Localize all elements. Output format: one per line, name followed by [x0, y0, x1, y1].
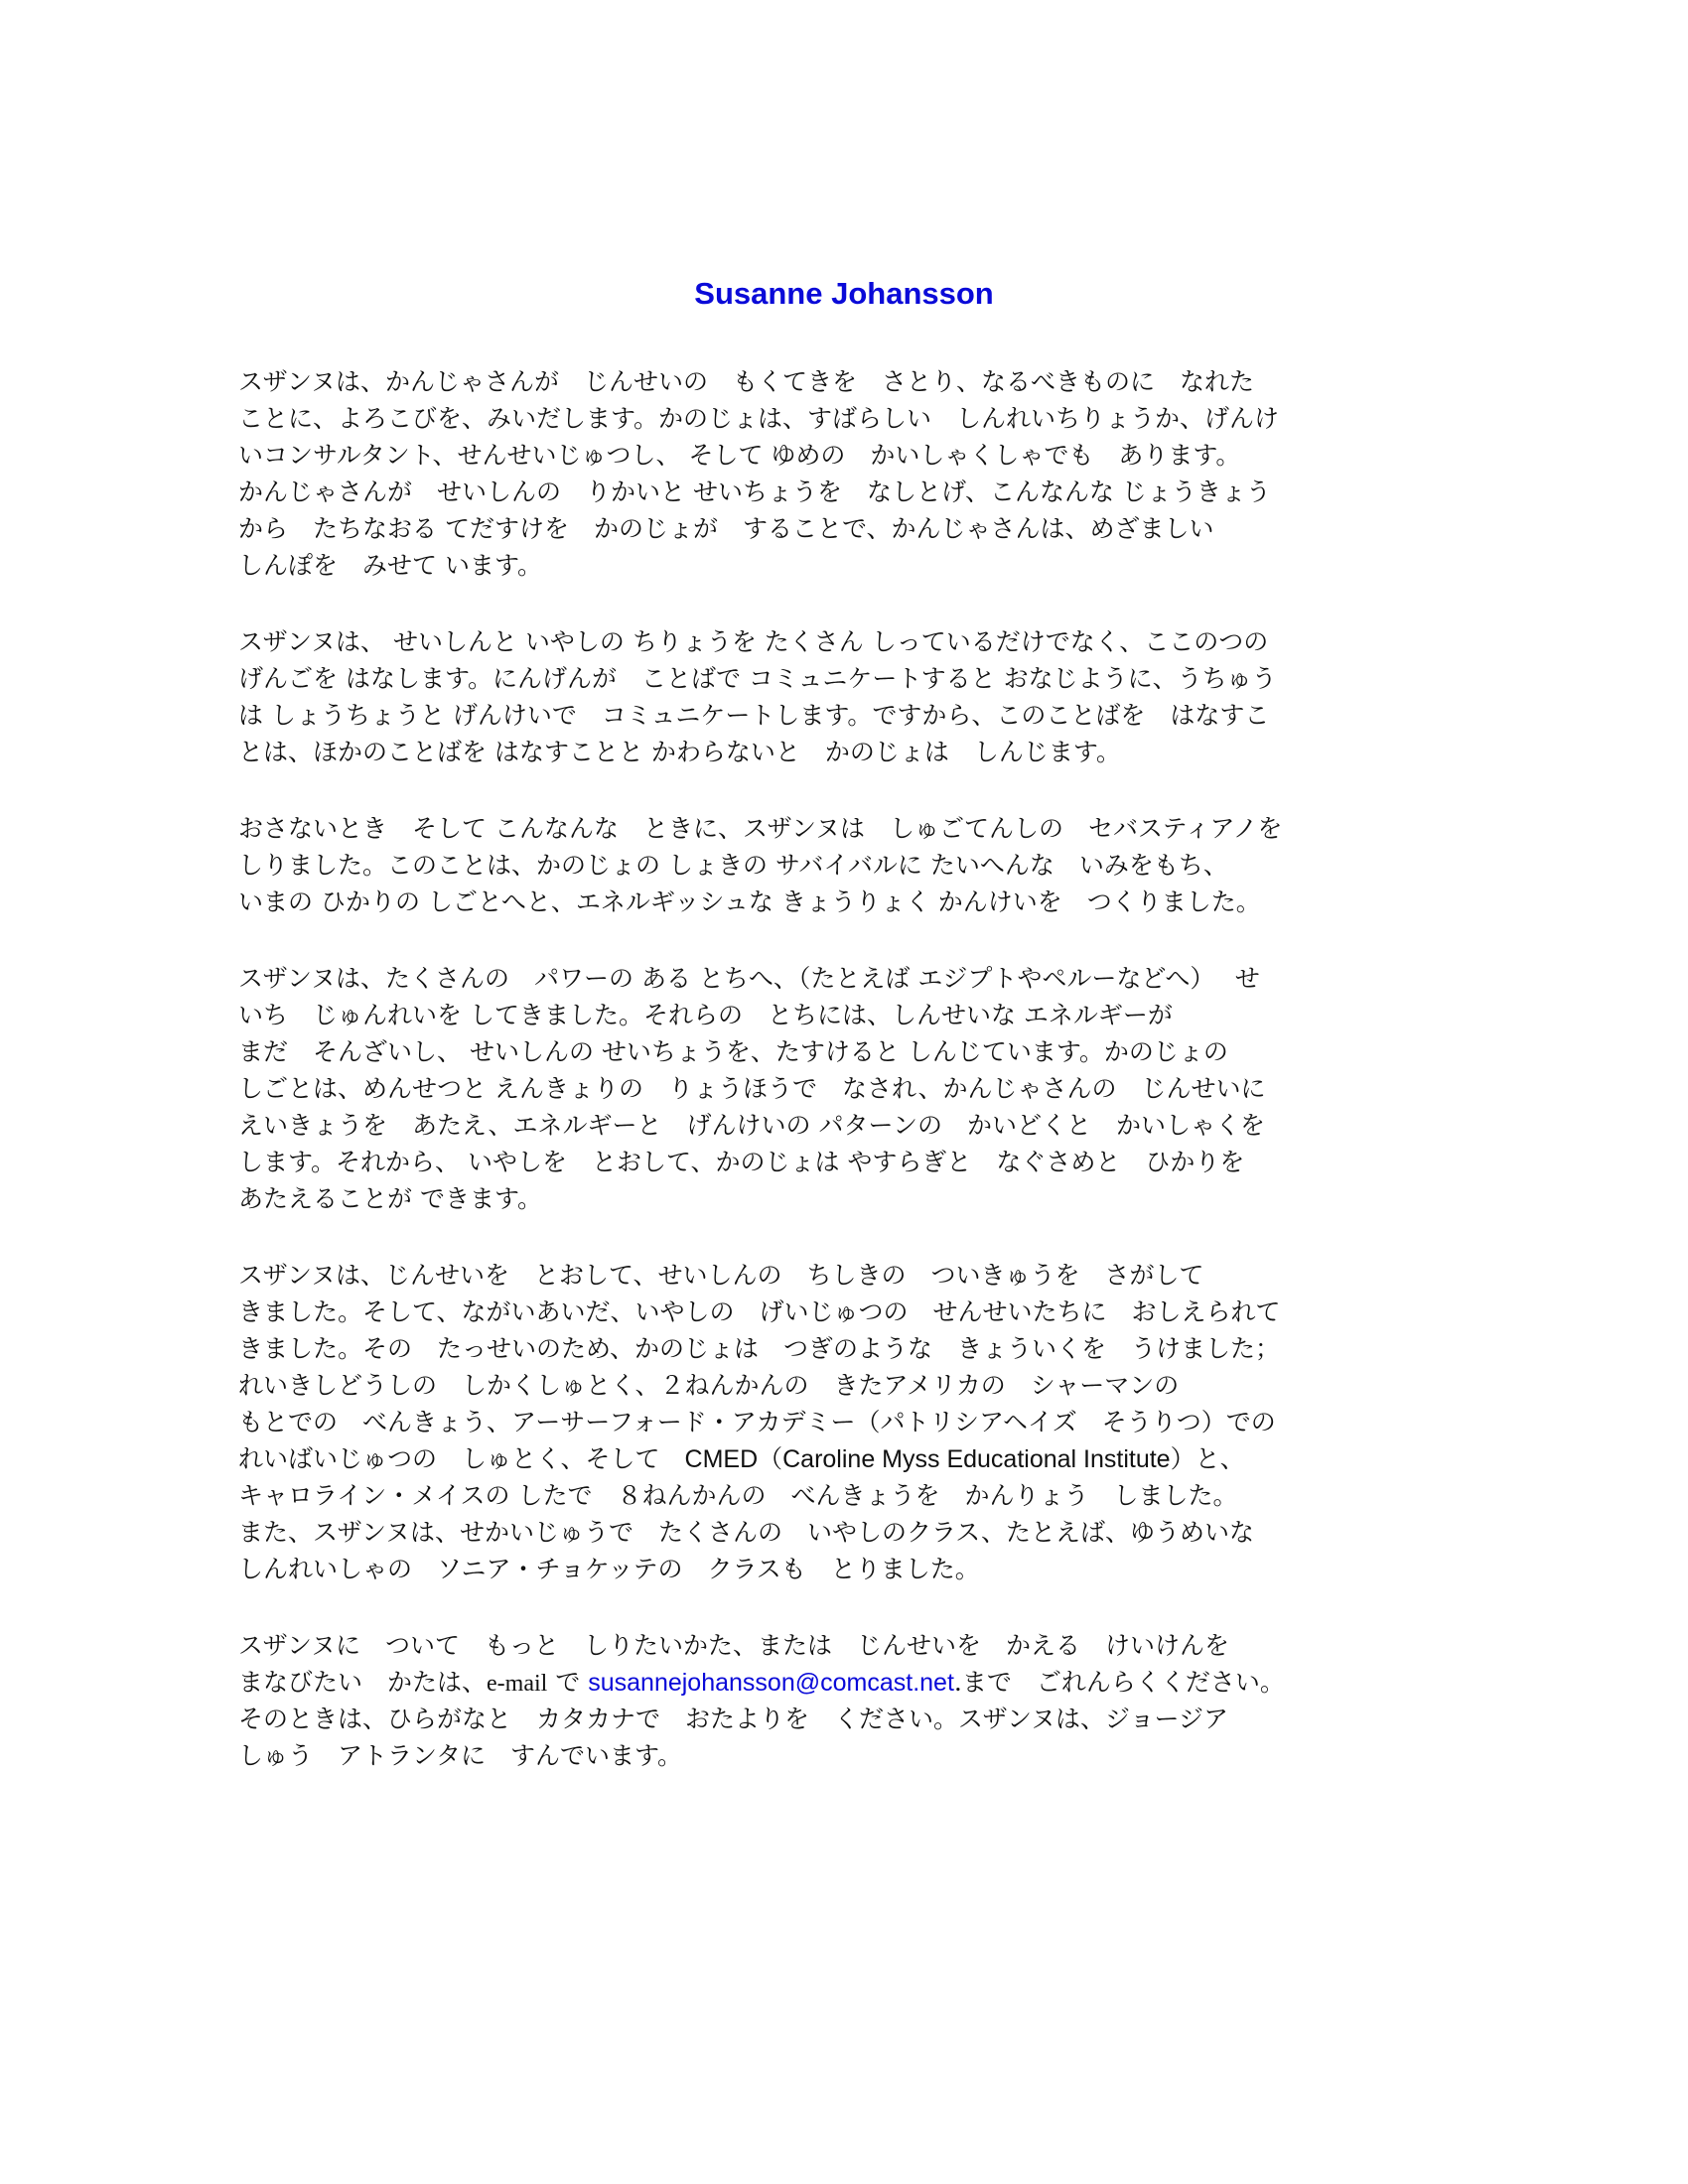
paragraph-guardian-angel [238, 810, 1489, 920]
contact-line-mid: で [547, 1668, 589, 1697]
paragraph-languages [238, 623, 1489, 770]
cmed-line-suffix: と、 [1195, 1444, 1245, 1473]
text-line-cmed [238, 1440, 1489, 1477]
text-line: えいきょうを あたえ、エネルギーと げんけいの パターンの かいどくと かいしゃくを [238, 1111, 1265, 1140]
text-line: しゅう アトランタに すんでいます。 [238, 1741, 683, 1770]
text-line: いコンサルタント、せんせいじゅつし、 そして ゆめの かいしゃくしゃでも あります。 [238, 441, 1241, 470]
text-line-email [238, 1664, 1489, 1701]
contact-line-prefix: まなびたい かたは、 [238, 1668, 488, 1697]
cmed-line-prefix: れいばいじゅつの しゅとく、そして [238, 1444, 685, 1473]
text-line: スザンヌに ついて もっと しりたいかた、または じんせいを かえる けいけんを [238, 1631, 1230, 1660]
text-line: から たちなおる てだすけを かのじょが することで、かんじゃさんは、めざましい [238, 514, 1214, 543]
text-line: は しょうちょうと げんけいで コミュニケートします。ですから、このことばを はなすこ [238, 701, 1270, 730]
paragraph-introduction [238, 363, 1489, 584]
cmed-institute-name: CMED（Caroline Myss Educational Institute） [684, 1445, 1196, 1473]
text-line: きました。その たっせいのため、かのじょは つぎのような きょういくを うけました； [238, 1334, 1281, 1363]
text-line: とは、ほかのことばを はなすことと かわらないと かのじょは しんじます。 [238, 738, 1121, 766]
text-line: まだ そんざいし、 せいしんの せいちょうを、たすけると しんじています。かのじょの [238, 1037, 1228, 1066]
text-line: スザンヌは、じんせいを とおして、せいしんの ちしきの ついきゅうを さがして [238, 1261, 1204, 1290]
text-line: きました。そして、ながいあいだ、いやしの げいじゅつの せんせいたちに おしえられて [238, 1297, 1281, 1326]
text-line: また、スザンヌは、せかいじゅうで たくさんの いやしのクラス、たとえば、ゆうめいな [238, 1518, 1255, 1547]
paragraph-education [238, 1257, 1489, 1587]
text-line: しんれいしゃの ソニア・チョケッテの クラスも とりました。 [238, 1555, 980, 1583]
text-line: かんじゃさんが せいしんの りかいと せいちょうを なしとげ、こんなんな じょうきょう [238, 478, 1271, 506]
text-line: あたえることが できます。 [238, 1184, 542, 1213]
text-line: します。それから、 いやしを とおして、かのじょは やすらぎと なぐさめと ひかりを [238, 1148, 1245, 1176]
text-line: しごとは、めんせつと えんきょりの りょうほうで なされ、かんじゃさんの じんせいに [238, 1074, 1266, 1103]
text-line: キャロライン・メイスの したで ８ねんかんの べんきょうを かんりょう しました。 [238, 1481, 1238, 1510]
text-line: いち じゅんれいを してきました。それらの とちには、しんせいな エネルギーが [238, 1001, 1173, 1029]
paragraph-pilgrimages [238, 960, 1489, 1217]
text-line: そのときは、ひらがなと カタカナで おたよりを ください。スザンヌは、ジョージア [238, 1705, 1229, 1733]
text-line: いまの ひかりの しごとへと、エネルギッシュな きょうりょく かんけいを つくりました。 [238, 887, 1261, 916]
text-line: げんごを はなします。にんげんが ことばで コミュニケートすると おなじように、うちゅう [238, 664, 1277, 693]
text-line: もとでの べんきょう、アーサーフォード・アカデミー（パトリシアヘイズ そうりつ）での [238, 1408, 1276, 1436]
contact-line-suffix: .まで ごれんらくください。 [953, 1668, 1285, 1697]
paragraph-contact [238, 1627, 1489, 1774]
text-line: しんぽを みせて います。 [238, 551, 542, 580]
text-line: スザンヌは、 せいしんと いやしの ちりょうを たくさん しっているだけでなく、ここのつの [238, 627, 1269, 656]
text-line: ことに、よろこびを、みいだします。かのじょは、すばらしい しんれいちりょうか、げんけ [238, 404, 1280, 433]
text-line: しりました。このことは、かのじょの しょきの サバイバルに たいへんな いみをもち、 [238, 851, 1228, 880]
text-line: れいきしどうしの しかくしゅとく、２ねんかんの きたアメリカの シャーマンの [238, 1371, 1180, 1400]
email-link[interactable]: susannejohansson@comcast.net [588, 1669, 954, 1697]
document-body [238, 363, 1489, 1814]
text-line: スザンヌは、かんじゃさんが じんせいの もくてきを さとり、なるべきものに なれた [238, 367, 1255, 396]
email-label: e-mail [487, 1671, 548, 1697]
document-title: Susanne Johansson [694, 276, 994, 311]
text-line: おさないとき そして こんなんな ときに、スザンヌは しゅごてんしの セバスティアノを [238, 814, 1283, 843]
text-line: スザンヌは、たくさんの パワーの ある とちへ、（たとえば エジプトやペルーなどへ） せ [238, 964, 1260, 993]
